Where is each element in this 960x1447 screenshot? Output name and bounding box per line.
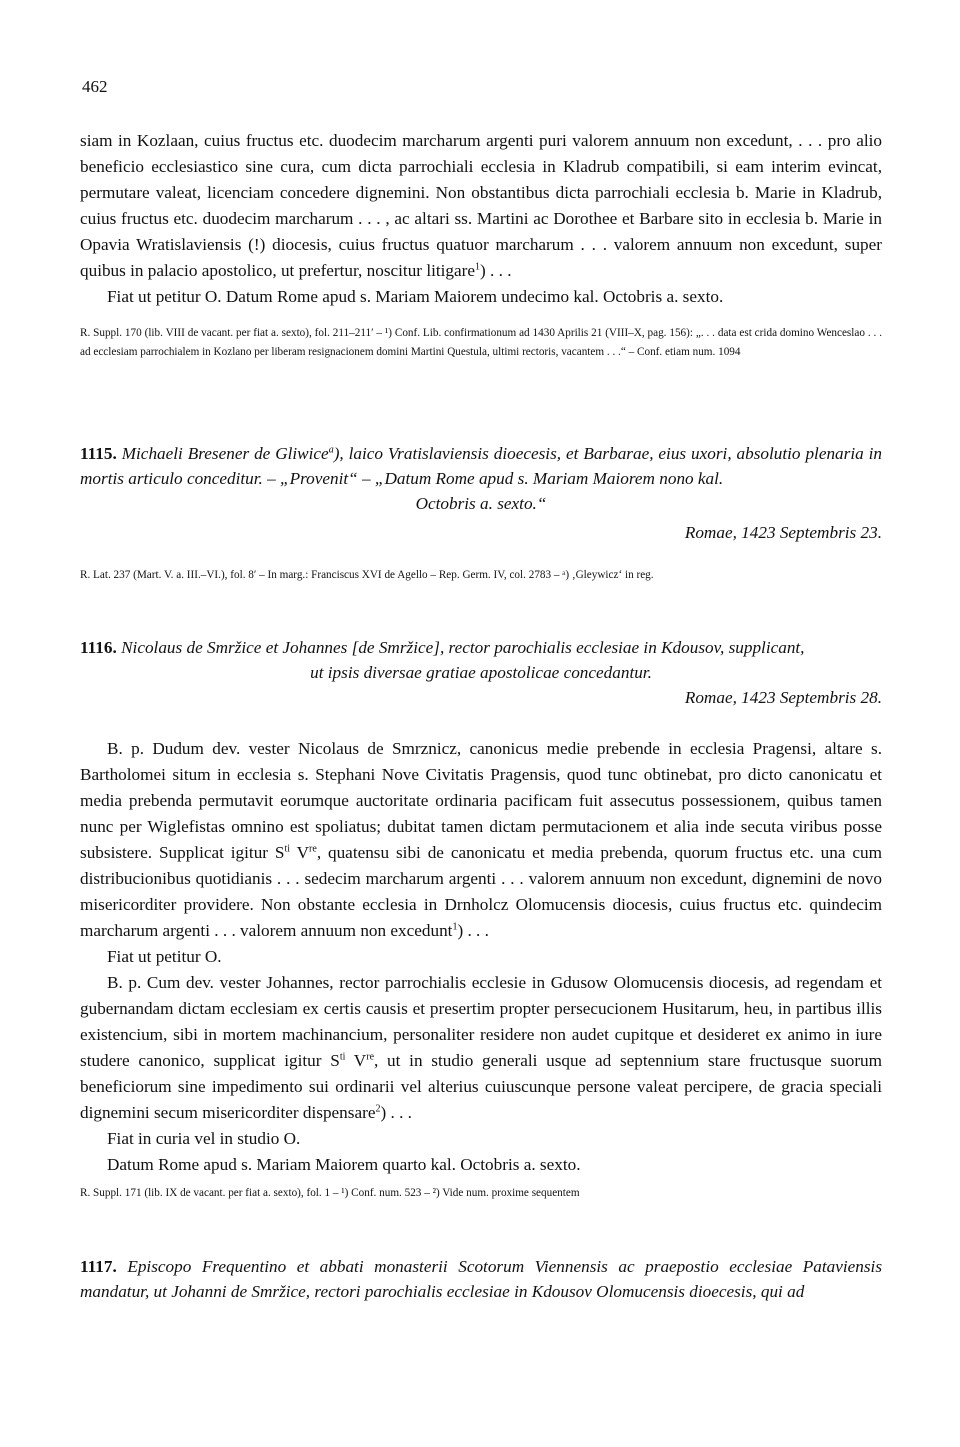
entry-1115-footnote: [80, 566, 882, 585]
entry-title-center: Octobris a. sexto.“: [415, 494, 547, 513]
fiat-line: Fiat ut petitur O.: [107, 947, 222, 966]
entry-number: 1115.: [80, 444, 117, 463]
fiat-line: Fiat in curia vel in studio O.: [107, 1129, 301, 1148]
entry-number: 1117.: [80, 1257, 117, 1276]
entry-date: Romae, 1423 Septembris 23.: [684, 523, 882, 542]
entry-title: 1115. Michaeli Bresener de Gliwice$^a$), laico Vratislaviensis dioecesis, et Barbarae, eius uxori, absolutio plenaria in mortis articulo conceditur. – „Provenit“ – „Datum Rome apud s. Mariam Maiorem nono kal.: [80, 444, 882, 488]
continuation-paragraph: siam in Kozlaan, cuius fructus etc. duodecim marcharum argenti puri valorem annuum non excedunt, . . . pro alio beneficio ecclesiastico sine cura, cum dicta parrochiali ecclesia in Kladrub compatibili, si eam interim evincat, permutare valeat, licenciam concedere dignemini. Non obstantibus dicta parrochiali ecclesia b. Marie in Kladrub, cuius fructus etc. duodecim marcharum . . . , ac altari ss. Martini ac Dorothee et Barbare sito in ecclesia b. Marie in Opavia Wratislaviensis (!) diocesis, cuius fructus quatuor marcharum . . . valorem annuum non excedunt, super quibus in palacio apostolico, ut prefertur, noscitur litigare$^1$) . . .: [80, 131, 882, 280]
entry-1116: [80, 635, 882, 710]
entry-1116-footnote: [80, 1184, 882, 1203]
footnote-text: R. Lat. 237 (Mart. V. a. III.–VI.), fol. 8′ – In marg.: Franciscus XVI de Agello – Rep. Germ. IV, col. 2783 – ᵃ) ‚Gleywicz‘ in reg.: [80, 569, 654, 581]
page-number: 462: [82, 77, 108, 96]
entry-number: 1116.: [80, 638, 117, 657]
footnote-text: R. Suppl. 170 (lib. VIII de vacant. per fiat a. sexto), fol. 211–211′ – ¹) Conf. Lib. confirmationum ad 1430 Aprilis 21 (VIII–X, pag. 156): „. . . data est crida domino Wenceslao . . . ad ecclesiam parrochialem in Kozlano per liberam resignacionem domini Martini Questula, ultimi rectoris, vacantem . . .“ – Conf. etiam num. 1094: [80, 327, 882, 358]
footnote-ref[interactable]: 2: [375, 1103, 381, 1115]
entry-1114-continuation: [80, 128, 882, 310]
fiat-line: Fiat ut petitur O. Datum Rome apud s. Mariam Maiorem undecimo kal. Octobris a. sexto.: [107, 287, 724, 306]
footnote-ref[interactable]: 1: [475, 261, 480, 273]
entry-1117: [80, 1254, 882, 1304]
supplication-paragraph: B. p. Cum dev. vester Johannes, rector parrochialis ecclesie in Gdusow Olomucensis diocesis, ad regendam et gubernandam dictam ecclesiam ex certis causis et presertim propter persecucionem Husitarum, heu, in partibus illis existencium, sibi in mortem machinancium, personaliter residere non audet cupitque et desideret ex animo in iure studere canonico, supplicat igitur $S^{ti}$ Vre, ut in studio generali usque ad septennium stare fructusque suorum beneficiorum sine impedimento sui ordinarii vel alterius cuiuscunque persone valeat percipere, de gracia speciali dignemini secum misericorditer dispensare$^2$) . . .: [80, 973, 882, 1122]
entry-title: 1117. Episcopo Frequentino et abbati monasterii Scotorum Viennensis ac praepostio ecclesiae Pataviensis mandatur, ut Johanni de Smržice, rectori parochialis ecclesiae in Kdousov Olomucensis dioecesis, qui ad: [80, 1257, 883, 1301]
entry-1114-footnote: [80, 324, 882, 361]
footnote-ref[interactable]: a: [328, 444, 334, 456]
entry-1115: [80, 441, 882, 545]
entry-date: Romae, 1423 Septembris 28.: [684, 688, 882, 707]
entry-title-center: ut ipsis diversae gratiae apostolicae concedantur.: [310, 663, 652, 682]
datum-line: Datum Rome apud s. Mariam Maiorem quarto kal. Octobris a. sexto.: [107, 1155, 581, 1174]
footnote-text: R. Suppl. 171 (lib. IX de vacant. per fiat a. sexto), fol. 1 – ¹) Conf. num. 523 – ²) Vide num. proxime sequentem: [80, 1187, 580, 1199]
entry-title: 1116. Nicolaus de Smržice et Johannes [de Smržice], rector parochialis ecclesiae in Kdousov, supplicant,: [80, 638, 805, 657]
footnote-ref[interactable]: 1: [452, 921, 458, 933]
supplication-paragraph: B. p. Dudum dev. vester Nicolaus de Smrznicz, canonicus medie prebende in ecclesia Pragensi, altare s. Bartholomei situm in ecclesia s. Stephani Nove Civitatis Pragensis, quod tunc obtinebat, pro dicto canonicatu et media prebenda permutavit eorumque auctoritate ordinaria pacificam fuit assecutus possessionem, quibus tamen nunc per Wiglefistas omnino est spoliatus; dubitat tamen dictam permutacionem et alia inde secuta viribus posse subsistere. Supplicat igitur $S^{ti}$ Vre, quatensu sibi de canonicatu et media prebenda, quorum fructus etc. una cum distribucionibus quotidianis . . . sedecim marcharum argenti . . . valorem annuum non excedunt, dignemini de novo misericorditer providere. Non obstante ecclesia in Drnholcz Olomucensis diocesis, cuius fructus etc. quindecim marcharum argenti . . . valorem annuum non excedunt$^1$) . . .: [80, 739, 882, 940]
entry-1116-body: [80, 736, 882, 1178]
